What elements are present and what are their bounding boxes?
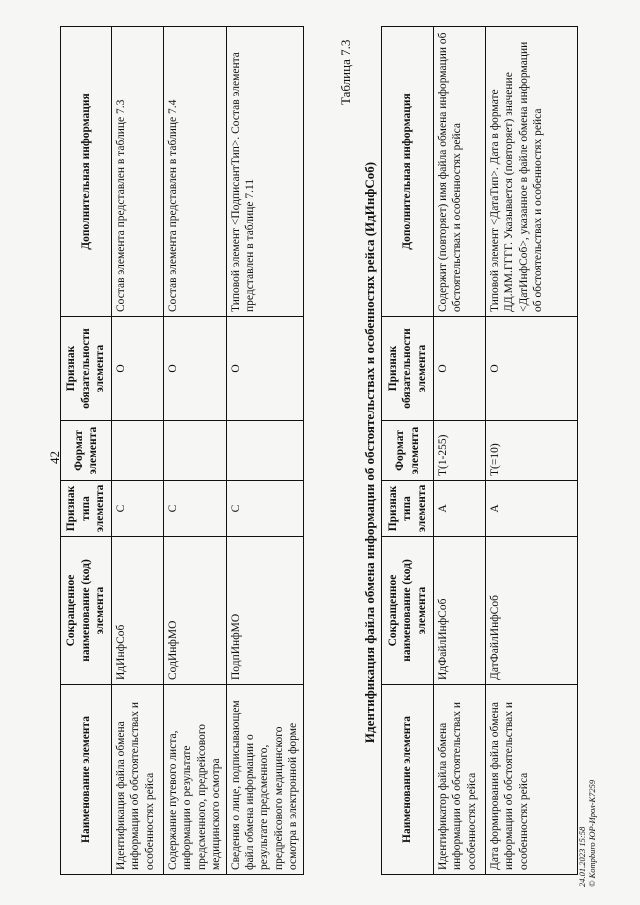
header-cell: Признак обязательности элемента	[61, 317, 112, 421]
upper-header-row	[61, 27, 112, 875]
element-name: Сведения о лице, подписывающем файл обмена информации о результате предсменного, предрейсового медицинского осмотра в электронной форме	[226, 685, 303, 875]
lower-table	[381, 26, 578, 875]
table-row	[226, 27, 303, 875]
element-code: СодИнфМО	[164, 537, 227, 685]
table-label: Таблица 7.3	[338, 39, 353, 105]
element-required: О	[226, 317, 303, 421]
header-cell: Сокращенное наименование (код) элемента	[61, 537, 112, 685]
element-info: Состав элемента представлен в таблице 7.4	[164, 27, 227, 317]
table-title: Идентификация файла обмена информации об обстоятельствах и особенностях рейса (ИдИнфСоб)	[362, 161, 377, 744]
element-type: С	[164, 481, 227, 537]
element-name: Идентификация файла обмена информации об обстоятельствах и особенностях рейса	[112, 685, 164, 875]
page-number: 42	[47, 451, 62, 464]
element-code: ДатФайлИнфСоб	[486, 537, 578, 685]
table-row	[434, 27, 486, 875]
element-info: Содержит (повторяет) имя файла обмена информации об обстоятельствах и особенностях рейса	[434, 27, 486, 317]
header-cell: Наименование элемента	[61, 685, 112, 875]
element-type: С	[112, 481, 164, 537]
upper-table	[60, 26, 304, 875]
element-format: T(1-255)	[434, 421, 486, 481]
print-stamp	[577, 780, 597, 887]
element-info: Типовой элемент <ПодписантТип>. Состав элемента представлен в таблице 7.11	[226, 27, 303, 317]
element-name: Содержание путевого листа, информации о результате предсменного, предрейсового медицинского осмотра	[164, 685, 227, 875]
header-cell: Формат элемента	[61, 421, 112, 481]
header-cell: Сокращенное наименование (код) элемента	[382, 537, 434, 685]
header-cell: Дополнительная информация	[382, 27, 434, 317]
element-info: Состав элемента представлен в таблице 7.3	[112, 27, 164, 317]
header-cell: Признак типа элемента	[61, 481, 112, 537]
table-row	[164, 27, 227, 875]
element-code: ИдИнфСоб	[112, 537, 164, 685]
element-required: О	[434, 317, 486, 421]
element-format	[226, 421, 303, 481]
element-code: ПодпИнфМО	[226, 537, 303, 685]
element-required: О	[112, 317, 164, 421]
element-format: T(=10)	[486, 421, 578, 481]
element-type: С	[226, 481, 303, 537]
table-row	[486, 27, 578, 875]
stamp-date: 24.01.2023 15:58	[577, 826, 587, 887]
element-required: О	[486, 317, 578, 421]
element-type: А	[434, 481, 486, 537]
header-cell: Формат элемента	[382, 421, 434, 481]
element-info: Типовой элемент <ДатаТип>. Дата в формате ДД.ММ.ГГГГ. Указывается (повторяет) значение <ДатИнфСоб>, указанное в файле обмена информации об обстоятельствах и особенностях рейса	[486, 27, 578, 317]
table-row	[112, 27, 164, 875]
header-cell: Дополнительная информация	[61, 27, 112, 317]
stamp-source: © Kompburo ЮР-Ирол-К7259	[587, 779, 598, 887]
lower-header-row	[382, 27, 434, 875]
element-type: А	[486, 481, 578, 537]
element-code: ИдФайлИнфСоб	[434, 537, 486, 685]
header-cell: Наименование элемента	[382, 685, 434, 875]
element-name: Дата формирования файла обмена информации об обстоятельствах и особенностях рейса	[486, 685, 578, 875]
element-format	[112, 421, 164, 481]
header-cell: Признак типа элемента	[382, 481, 434, 537]
element-required: О	[164, 317, 227, 421]
element-name: Идентификатор файла обмена информации об обстоятельствах и особенностях рейса	[434, 685, 486, 875]
element-format	[164, 421, 227, 481]
header-cell: Признак обязательности элемента	[382, 317, 434, 421]
